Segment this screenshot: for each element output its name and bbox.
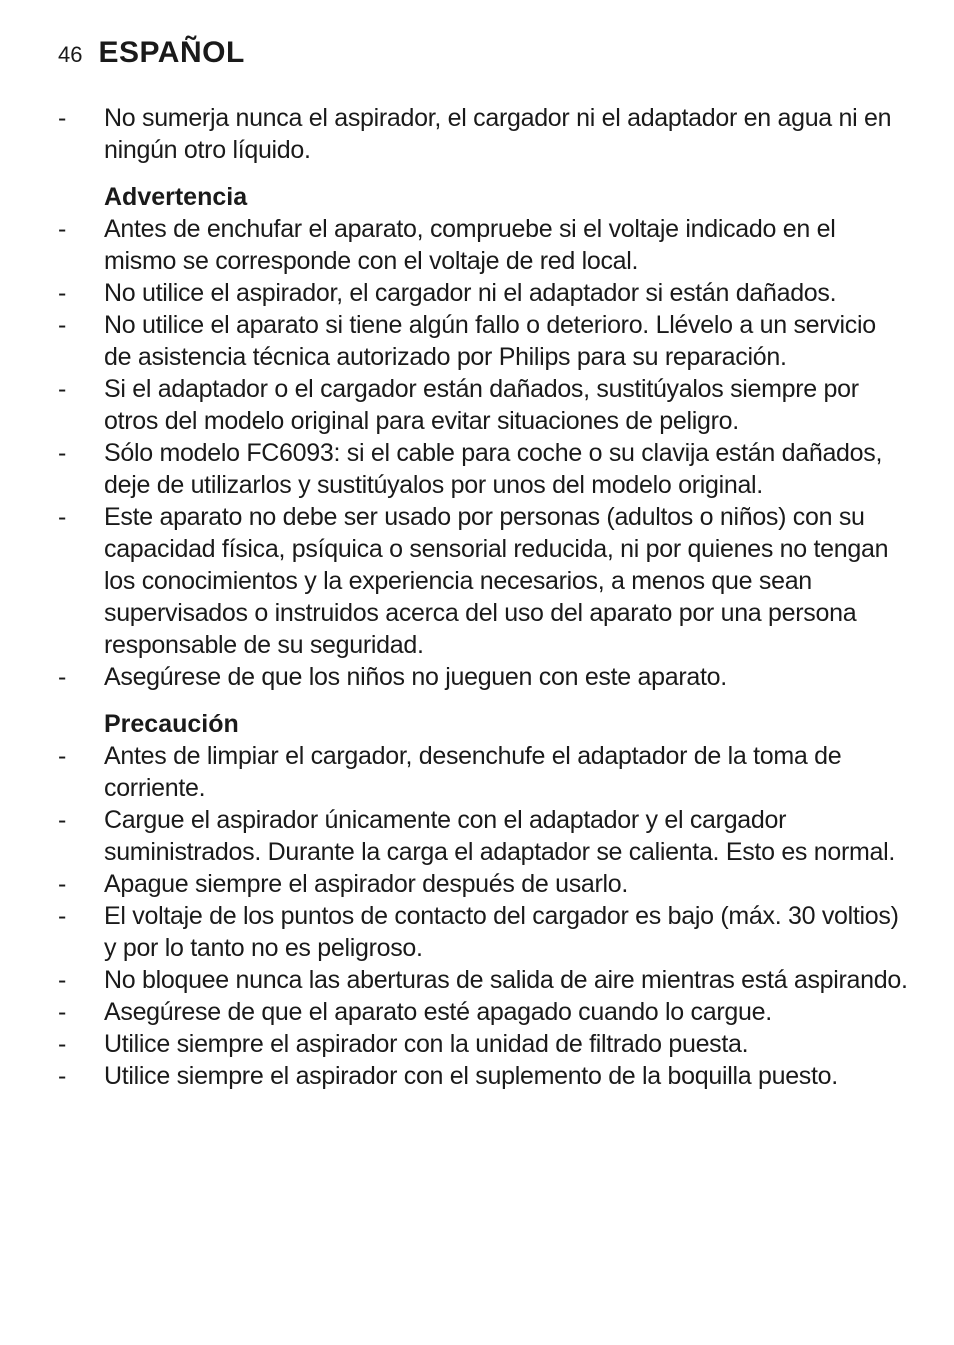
list-item — [58, 501, 908, 661]
list-item-text: No utilice el aparato si tiene algún fallo o deterioro. Llévelo a un servicio de asistencia técnica autorizado por Philips para su reparación. — [104, 311, 876, 371]
list-item-text: No sumerja nunca el aspirador, el cargador ni el adaptador en agua ni en ningún otro líquido. — [104, 104, 892, 164]
list-item — [58, 1028, 908, 1060]
list-item-text: Utilice siempre el aspirador con el suplemento de la boquilla puesto. — [104, 1062, 838, 1090]
list-item — [58, 437, 908, 501]
instructions-content — [58, 102, 908, 1092]
bullet-dash: - — [58, 870, 67, 898]
bullet-dash: - — [58, 742, 67, 770]
list-item — [58, 309, 908, 373]
list-item-text: Cargue el aspirador únicamente con el adaptador y el cargador suministrados. Durante la carga el adaptador se calienta. Esto es normal. — [104, 806, 896, 866]
list-item — [58, 964, 908, 996]
list-item-text: Asegúrese de que los niños no jueguen con este aparato. — [104, 663, 727, 691]
list-item — [58, 277, 908, 309]
list-item-text: Sólo modelo FC6093: si el cable para coche o su clavija están dañados, deje de utilizarlos y sustitúyalos por unos del modelo original. — [104, 439, 883, 499]
list-item — [58, 213, 908, 277]
bullet-dash: - — [58, 1030, 67, 1058]
list-item-text: Utilice siempre el aspirador con la unidad de filtrado puesta. — [104, 1030, 749, 1058]
list-item — [58, 661, 908, 693]
bullet-dash: - — [58, 663, 67, 691]
bullet-dash: - — [58, 104, 67, 132]
bullet-dash: - — [58, 215, 67, 243]
bullet-dash: - — [58, 279, 67, 307]
list-item — [58, 373, 908, 437]
section-language-title: ESPAÑOL — [98, 36, 245, 69]
list-item — [58, 740, 908, 804]
list-item-text: Apague siempre el aspirador después de usarlo. — [104, 870, 629, 898]
page-number: 46 — [58, 42, 83, 67]
bullet-dash: - — [58, 375, 67, 403]
list-item — [58, 1060, 908, 1092]
caution-heading: Precaución — [104, 710, 239, 738]
warning-heading: Advertencia — [104, 183, 248, 211]
list-item-text: Si el adaptador o el cargador están dañados, sustitúyalos siempre por otros del modelo original para evitar situaciones de peligro. — [104, 375, 859, 435]
list-item-text: Este aparato no debe ser usado por personas (adultos o niños) con su capacidad física, psíquica o sensorial reducida, ni por quienes no tengan los conocimientos y la experiencia necesarios, a menos que sean supervisados o instruidos acerca del uso del aparato por una persona responsable de su seguridad. — [104, 503, 889, 659]
list-item — [58, 868, 908, 900]
list-item-text: El voltaje de los puntos de contacto del cargador es bajo (máx. 30 voltios) y por lo tanto no es peligroso. — [104, 902, 899, 962]
bullet-dash: - — [58, 998, 67, 1026]
bullet-dash: - — [58, 966, 67, 994]
bullet-dash: - — [58, 311, 67, 339]
list-item-text: No bloquee nunca las aberturas de salida de aire mientras está aspirando. — [104, 966, 908, 994]
list-item — [58, 996, 908, 1028]
list-item-text: Asegúrese de que el aparato esté apagado cuando lo cargue. — [104, 998, 772, 1026]
page-header — [58, 36, 245, 70]
bullet-dash: - — [58, 503, 67, 531]
list-item — [58, 804, 908, 868]
bullet-dash: - — [58, 902, 67, 930]
list-item-text: No utilice el aspirador, el cargador ni el adaptador si están dañados. — [104, 279, 837, 307]
list-item-text: Antes de enchufar el aparato, compruebe si el voltaje indicado en el mismo se corresponde con el voltaje de red local. — [104, 215, 836, 275]
bullet-dash: - — [58, 1062, 67, 1090]
list-item-text: Antes de limpiar el cargador, desenchufe el adaptador de la toma de corriente. — [104, 742, 842, 802]
bullet-dash: - — [58, 806, 67, 834]
bullet-dash: - — [58, 439, 67, 467]
list-item — [58, 900, 908, 964]
list-item — [58, 102, 908, 166]
